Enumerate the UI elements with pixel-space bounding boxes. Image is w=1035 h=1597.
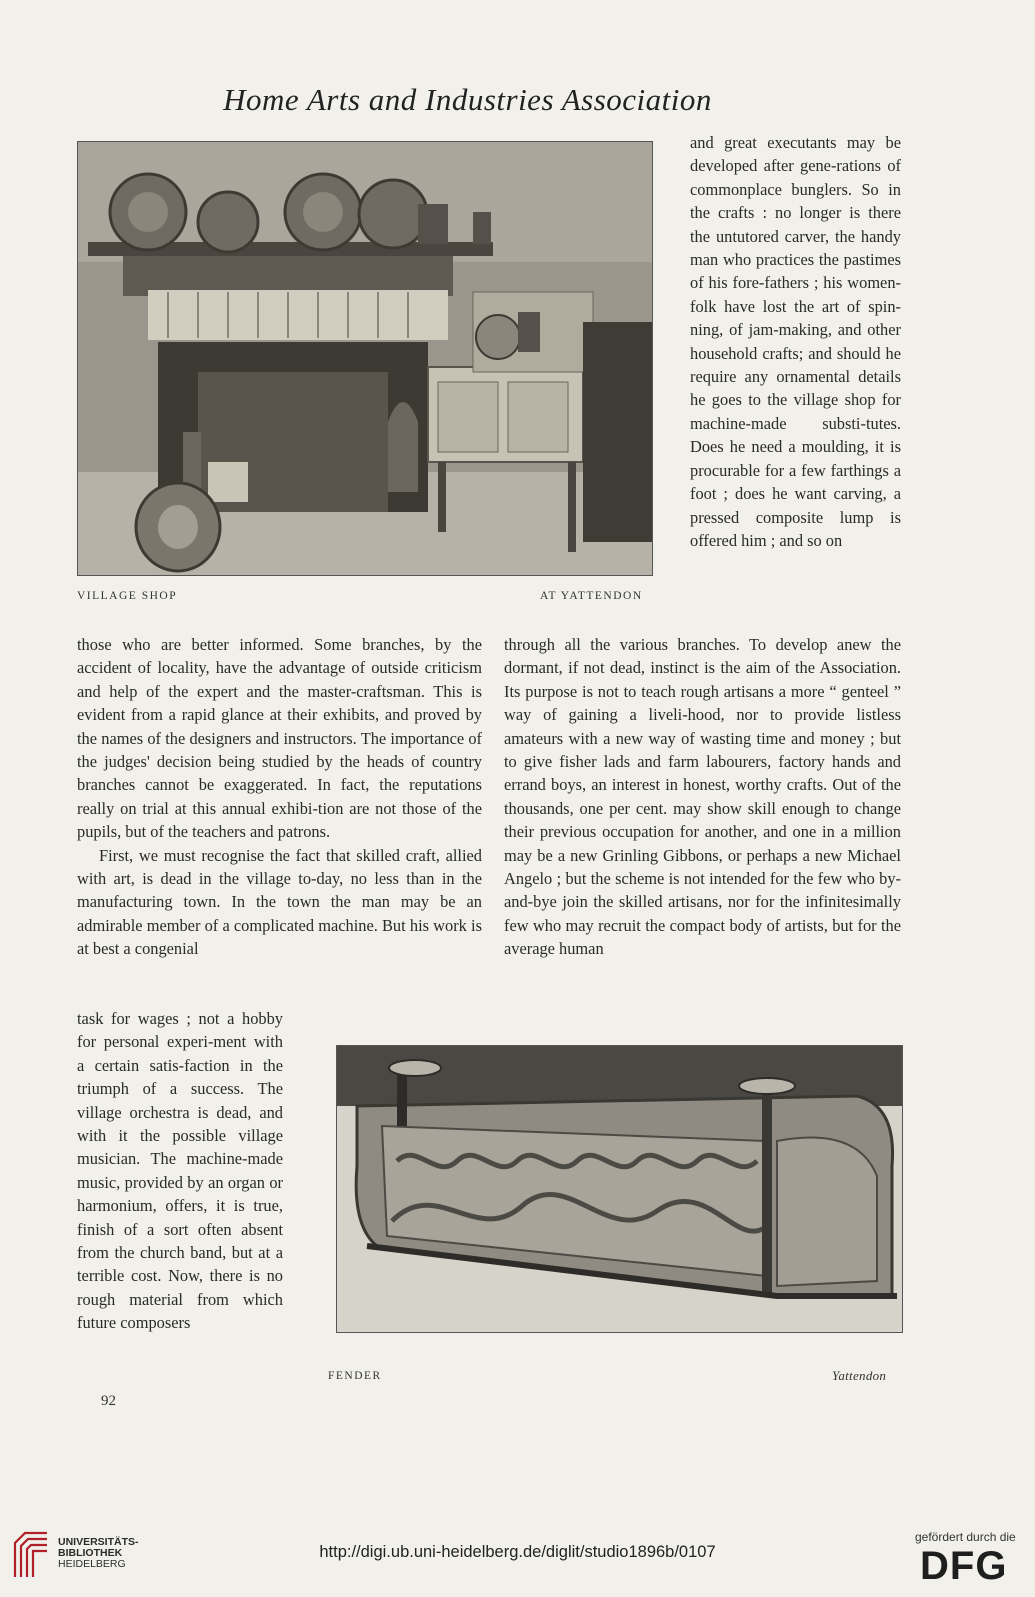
fender-caption-left: FENDER [328, 1370, 382, 1382]
right-column-mid-text: through all the various branches. To develop anew the dormant, if not dead, instinct is the aim of the Association. Its purpose is not to teach rough artisans a more “ genteel ” way of gaining a liveli-hood, nor to provide listless amateurs with a new way of wasting time and money ; but to give fisher lads and farm labourers, factory hands and errand boys, an interest in honest, worthy crafts. Out of the thousands, one per cent. may show skill enough to change their previous occupation for another, and one in a million may be a new Grinling Gibbons, or perhaps a new Michael Angelo ; but the scheme is not intended for the few who by-and-bye join the skilled artisans, nor for the infinitesimally few who may recruit the compact body of artists, but for the average human [504, 635, 901, 959]
village-shop-photo [77, 141, 653, 576]
source-url[interactable]: http://digi.ub.uni-heidelberg.de/diglit/studio1896b/0107 [319, 1543, 716, 1561]
fender-caption-right: Yattendon [832, 1368, 887, 1383]
library-line-2: BIBLIOTHEK [58, 1547, 123, 1559]
village-shop-caption-right: AT YATTENDON [540, 590, 643, 602]
running-title: Home Arts and Industries Association [223, 82, 712, 117]
library-line-1: UNIVERSITÄTS- [58, 1536, 139, 1548]
village-shop-illustration [78, 142, 652, 575]
fender-photo [336, 1045, 903, 1333]
village-shop-caption-left: VILLAGE SHOP [77, 590, 178, 602]
dfg-logo: DFG [920, 1544, 1008, 1588]
left-narrow-text: task for wages ; not a hobby for personal experi-ment with a certain satis-faction in the triumph of a success. The village orchestra is dead, and with it the possible village musician. The machine-made music, provided by an organ or harmonium, offers, it is true, finish of a sort often absent from the church band, but at a terrible cost. Now, there is no rough material from which future composers [77, 1009, 283, 1333]
library-line-3: HEIDELBERG [58, 1558, 126, 1570]
funding-note: gefördert durch die [915, 1530, 1016, 1544]
left-column-text [77, 633, 482, 961]
left-paragraph-1: those who are better informed. Some branches, by the accident of locality, have the advantage of outside criticism and help of the expert and the master-craftsman. This is evident from a rapid glance at their exhibits, and proved by the names of the designers and instructors. The importance of the judges' decision being studied by the heads of country branches cannot be exaggerated. In fact, the reputations really on trial at this annual exhibi-tion are not those of the pupils, but of the teachers and patrons. [77, 635, 482, 842]
fender-illustration [337, 1046, 902, 1332]
page-number: 92 [101, 1393, 116, 1409]
right-column-top-text: and great executants may be developed after gene-rations of commonplace bunglers. So in the crafts : no longer is there the untutored carver, the handy man who practices the pastimes of his fore-fathers ; his women-folk have lost the art of spin-ning, of jam-making, and other household crafts; and should he require any ornamental details he goes to the village shop for machine-made substi-tutes. Does he need a moulding, it is procurable for a few farthings a foot ; does he want carving, a pressed composite lump is offered him ; and so on [690, 133, 901, 550]
left-paragraph-2: First, we must recognise the fact that skilled craft, allied with art, is dead in the village to-day, no less than in the manufacturing town. In the town the man may be an admirable member of a complicated machine. But his work is at best a congenial [77, 845, 482, 959]
